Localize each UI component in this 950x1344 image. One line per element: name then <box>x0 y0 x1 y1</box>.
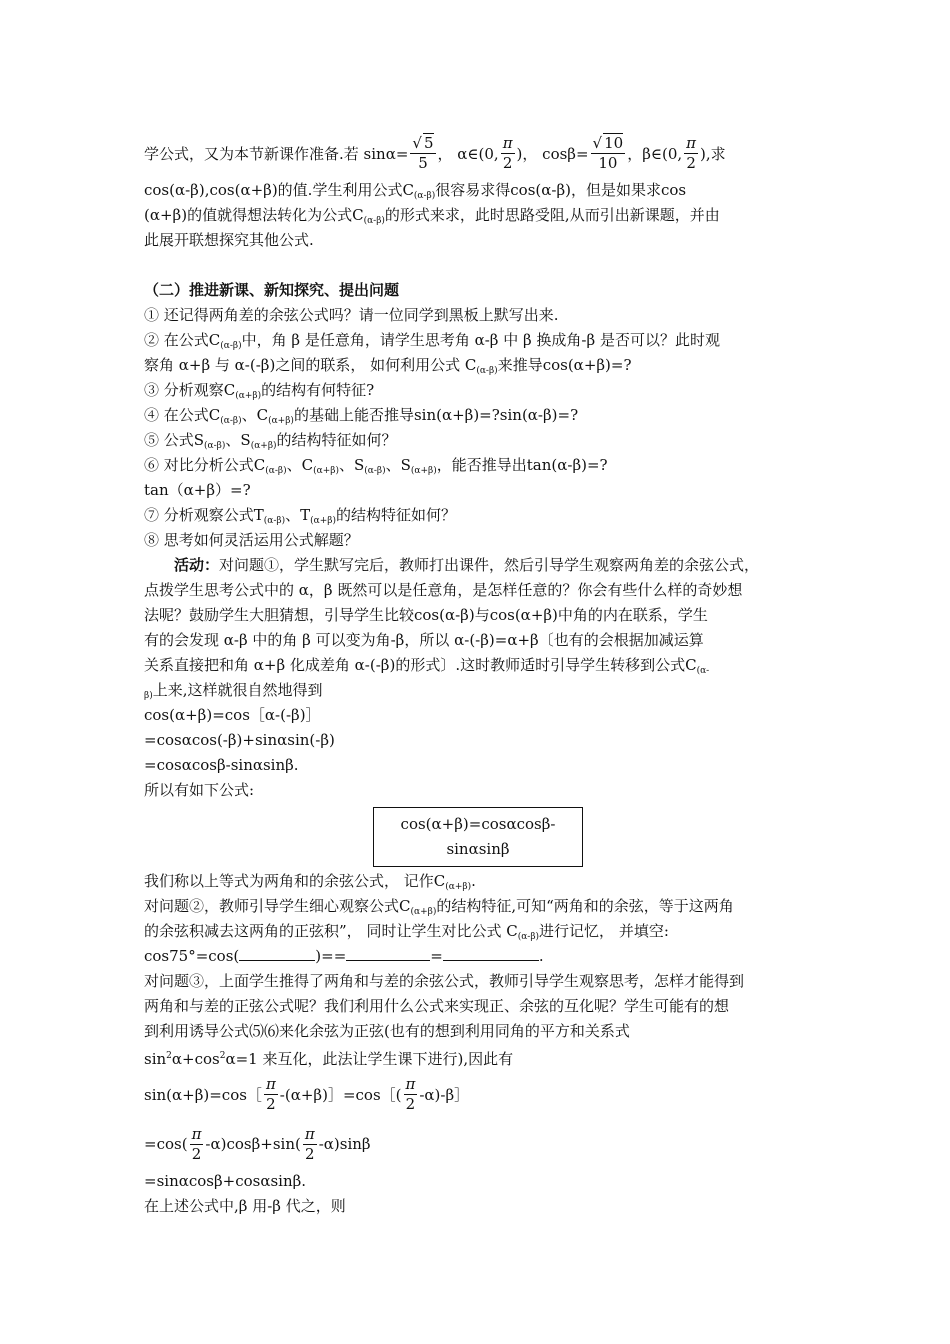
intro-line-3: (α+β)的值就得想法转化为公式$C_{(\alpha-\beta)}$的形式来求，此时思路受阻,从而引出新课题，并由 <box>144 206 720 226</box>
q2-answer-line-2: 的余弦积减去这两角的正弦积”， 同时让学生对比公式 $C_{(\alpha-\beta)}$进行记忆， 并填空: <box>144 922 669 942</box>
fraction-sqrt5-over-5: $\frac{√ 5}{5}$ <box>412 134 434 172</box>
section-heading: （二）推进新课、新知探究、提出问题 <box>144 281 400 299</box>
equation-line-2: =cosαcos(-β)+sinαsin(-β) <box>144 731 335 749</box>
fraction-pi-over-2: $\frac{\pi}{2}$ <box>304 1124 315 1163</box>
document-body <box>144 128 812 1219</box>
numerator: π <box>502 133 513 152</box>
formula-line-1: cos(α+β)=cosαcosβ- <box>400 815 556 833</box>
sine-derivation-line-2: =cos( $\frac{\pi}{2}$ -α)cosβ+sin( $\frac{\pi}{2}$ -α)sinβ <box>144 1124 371 1163</box>
formula-intro: 所以有如下公式: <box>144 781 255 799</box>
question-2-line-2: 察角 α+β 与 α-(-β)之间的联系， 如何利用公式 $C_{(\alpha-\beta)}$来推导cos(α+β)=? <box>144 356 632 376</box>
q3-answer-line-4: $\sin^2\alpha+\cos^2\alpha=1$ 来互化，此法让学生课下进行),因此有 <box>144 1050 514 1068</box>
activity-label: 活动： <box>174 556 220 574</box>
equation-line-3: =cosαcosβ-sinαsinβ. <box>144 756 299 774</box>
fraction-pi-over-2 <box>501 134 515 173</box>
intro-line-4: 此展开联想探究其他公式. <box>144 231 314 249</box>
formula-line-2: sinαsinβ <box>446 840 510 858</box>
sine-derivation-line-1: sin(α+β)=cos［ $\frac{\pi}{2}$ -(α+β)］=cos［( $\frac{\pi}{2}$ -α)-β］ <box>144 1074 470 1113</box>
activity-line-5: 关系直接把和角 α+β 化成差角 α-(-β)的形式〕.这时教师适时引导学生转移到公式$C_{(\alpha-}$ <box>144 656 710 676</box>
question-3: ③ 分析观察$C_{(\alpha+\beta)}$的结构有何特征? <box>144 381 375 401</box>
closing-line: 在上述公式中,β 用-β 代之，则 <box>144 1197 346 1215</box>
fraction-pi-over-2: $\frac{\pi}{2}$ <box>405 1074 416 1113</box>
blank-2[interactable] <box>346 946 430 961</box>
activity-line-3: 法呢？鼓励学生大胆猜想，引导学生比较cos(α-β)与cos(α+β)中角的内在联系，学生 <box>144 606 708 624</box>
radicand: 5 <box>423 134 434 152</box>
text-run: 学公式，又为本节新课作准备.若 sinα= <box>144 144 409 163</box>
denominator: 2 <box>502 153 513 172</box>
denominator: 10 <box>598 154 618 172</box>
denominator: 2 <box>686 153 696 172</box>
text-run: ， α∈(0, <box>437 144 499 163</box>
cosine-sum-formula-box <box>373 807 583 867</box>
activity-line-1: 活动：对问题①，学生默写完后，教师打出课件，然后引导学生观察两角差的余弦公式， <box>174 556 760 574</box>
question-1: ① 还记得两角差的余弦公式吗？请一位同学到黑板上默写出来. <box>144 306 559 324</box>
activity-line-4: 有的会发现 α-β 中的角 β 可以变为角-β，所以 α-(-β)=α+β〔也有的会根据加减运算 <box>144 631 704 649</box>
equation-line-1: cos(α+β)=cos［α-(-β)］ <box>144 706 321 724</box>
text-run: )， cosβ= <box>516 144 589 163</box>
intro-line-1 <box>144 128 812 178</box>
question-8: ⑧ 思考如何灵活运用公式解题？ <box>144 531 359 549</box>
q2-answer-line-1: 对问题②，教师引导学生细心观察公式$C_{(\alpha+\beta)}$的结构特征,可知“两角和的余弦，等于这两角 <box>144 897 734 917</box>
numerator: π <box>686 133 697 152</box>
formula-name: 我们称以上等式为两角和的余弦公式， 记作$C_{(\alpha+\beta)}$. <box>144 872 476 892</box>
question-6-line-2: tan（α+β）=? <box>144 481 251 499</box>
sine-derivation-line-3: =sinαcosβ+cosαsinβ. <box>144 1172 307 1190</box>
activity-line-2: 点拨学生思考公式中的 α，β 既然可以是任意角，是怎样任意的？你会有些什么样的奇妙想 <box>144 581 743 599</box>
question-5: ⑤ 公式$S_{(\alpha-\beta)}$、$S_{(\alpha+\beta)}$的结构特征如何？ <box>144 431 397 451</box>
radicand: 10 <box>604 134 624 152</box>
q3-answer-line-1: 对问题③，上面学生推得了两角和与差的余弦公式，教师引导学生观察思考，怎样才能得到 <box>144 972 745 990</box>
fraction-pi-over-2: $\frac{\pi}{2}$ <box>191 1124 202 1163</box>
intro-line-2: cos(α-β),cos(α+β)的值.学生利用公式$C_{(\alpha-\beta)}$很容易求得cos(α-β)，但是如果求cos <box>144 181 687 201</box>
q3-answer-line-2: 两角和与差的正弦公式呢？我们利用什么公式来实现正、余弦的互化呢？学生可能有的想 <box>144 997 730 1015</box>
fill-in-line: cos75°=cos( )== = . <box>144 947 544 965</box>
question-6-line-1: ⑥ 对比分析公式$C_{(\alpha-\beta)}$、$C_{(\alpha+\beta)}$、$S_{(\alpha-\beta)}$、$S_{(\alpha+\beta)}$，能否推导出tan(α-β)=? <box>144 456 608 476</box>
formula-box-wrapper <box>144 807 812 867</box>
fraction-sqrt10-over-10: $\frac{√ 10}{10}$ <box>592 134 624 172</box>
blank-1[interactable] <box>239 946 315 961</box>
text-run: ，β∈(0, <box>627 144 683 163</box>
question-4: ④ 在公式$C_{(\alpha-\beta)}$、$C_{(\alpha+\beta)}$的基础上能否推导sin(α+β)=?sin(α-β)=? <box>144 406 579 426</box>
denominator: 5 <box>418 154 428 172</box>
question-7: ⑦ 分析观察公式$T_{(\alpha-\beta)}$、$T_{(\alpha+\beta)}$的结构特征如何？ <box>144 506 457 526</box>
fraction-pi-over-2: $\frac{\pi}{2}$ <box>265 1074 276 1113</box>
question-2-line-1: ② 在公式$C_{(\alpha-\beta)}$中，角 β 是任意角，请学生思考角 α-β 中 β 换成角-β 是否可以？此时观 <box>144 331 720 351</box>
q3-answer-line-3: 到利用诱导公式⑸⑹来化余弦为正弦(也有的想到利用同角的平方和关系式 <box>144 1022 630 1040</box>
fraction-pi-over-2 <box>684 134 698 173</box>
activity-line-6: $_{\beta)}$上来,这样就很自然地得到 <box>144 681 323 701</box>
text-run: ),求 <box>700 144 726 163</box>
blank-3[interactable] <box>443 946 539 961</box>
